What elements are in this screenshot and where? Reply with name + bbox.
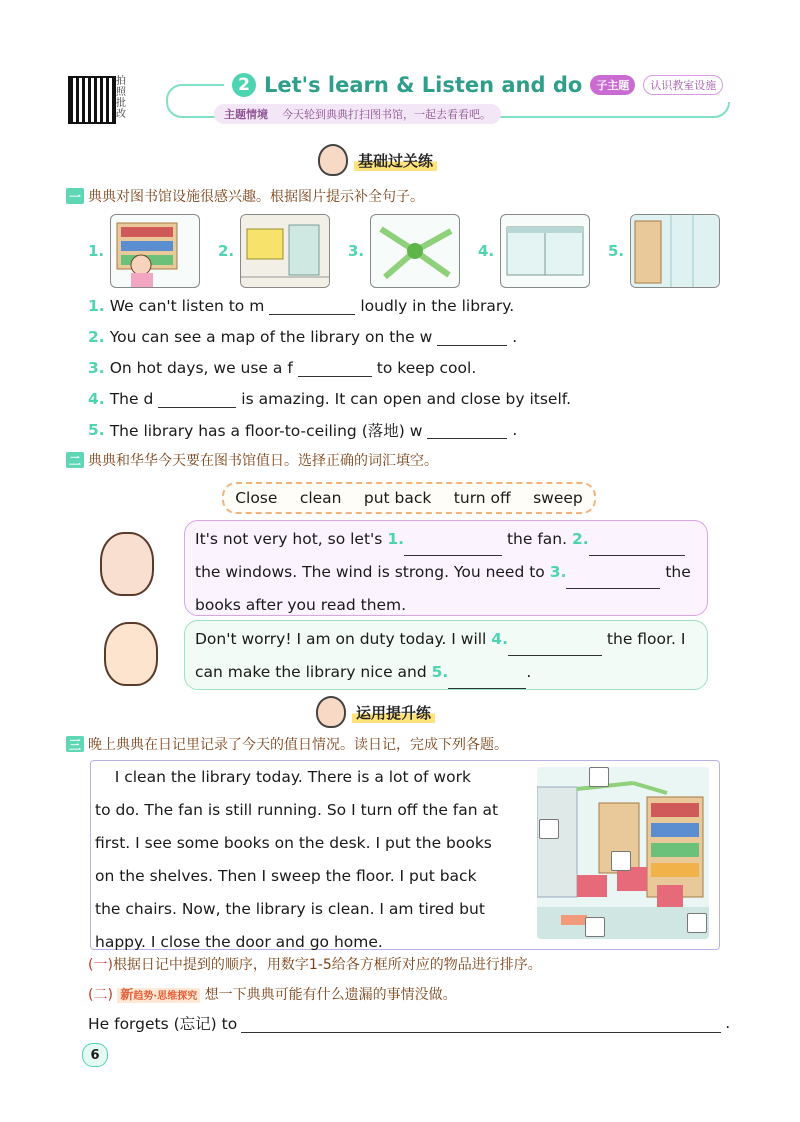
picture-item-1 (88, 214, 200, 288)
item-number: 2. (88, 327, 105, 346)
topic-tag: 子主题 (590, 75, 635, 95)
answer-blank[interactable] (589, 537, 685, 556)
q2-number: 二 (66, 452, 84, 468)
new-tag-char: 新 (120, 988, 134, 1003)
order-box[interactable] (585, 917, 605, 937)
qr-code[interactable] (68, 76, 116, 124)
mascot-icon (316, 696, 346, 728)
answer-blank[interactable] (158, 389, 236, 408)
q3-number: 三 (66, 736, 84, 752)
q2-heading (66, 450, 438, 470)
q1-sentences (88, 290, 748, 445)
scene-text: 今天轮到典典打扫图书馆，一起去看看吧。 (282, 108, 491, 121)
bubble-text: . (526, 663, 532, 681)
diary-box (90, 760, 720, 950)
picture-floor-window (630, 214, 720, 288)
diary-line: first. I see some books on the desk. I put the books (95, 834, 492, 852)
answer-blank[interactable] (508, 637, 602, 656)
lesson-title: Let's learn & Listen and do (264, 73, 583, 97)
picture-item-3 (348, 214, 460, 288)
picture-girl-bookshelf (110, 214, 200, 288)
diary-line: happy. I close the door and go home. (95, 933, 383, 951)
item-number: 1. (88, 296, 105, 315)
subquestion-text: 根据日记中提到的顺序，用数字1-5给各方框所对应的物品进行排序。 (112, 957, 542, 973)
answer-line (88, 1012, 730, 1034)
page-number: 6 (82, 1043, 108, 1067)
blank-number: 2. (571, 530, 589, 548)
q1-picture-row (88, 214, 728, 292)
answer-blank[interactable] (448, 670, 526, 689)
q1-item-1 (88, 290, 748, 321)
answer-prefix: He forgets (忘记) to (88, 1015, 238, 1033)
bubble-line (195, 589, 697, 622)
item-text: The library has a floor-to-ceiling (落地) w (109, 421, 423, 440)
word-option: turn off (453, 489, 511, 507)
order-box[interactable] (687, 913, 707, 933)
scene-label: 主题情境 (224, 108, 268, 121)
item-number: 3. (88, 358, 105, 377)
bubble-text: Don't worry! I am on duty today. I will (195, 630, 487, 648)
blank-number: 3. (549, 563, 567, 581)
bubble-text: can make the library nice and (195, 663, 427, 681)
answer-blank[interactable] (566, 570, 660, 589)
speech-bubble-boy (184, 620, 708, 690)
picture-sliding-door (500, 214, 590, 288)
answer-blank[interactable] (269, 296, 355, 315)
item-text: to keep cool. (376, 358, 477, 377)
answer-blank[interactable] (298, 358, 372, 377)
picture-wall-map (240, 214, 330, 288)
lesson-number: 2 (232, 73, 256, 97)
word-option: sweep (533, 489, 583, 507)
q1-number: 一 (66, 188, 84, 204)
bubble-line (195, 623, 697, 656)
boy-avatar (104, 622, 158, 686)
subquestion-text: 想一下典典可能有什么遗漏的事情没做。 (204, 987, 457, 1003)
blank-number: 4. (491, 630, 508, 648)
item-number: 5. (88, 420, 105, 439)
item-text: We can't listen to m (109, 296, 265, 315)
bubble-text: the fan. (506, 530, 568, 548)
q3-instruction: 晚上典典在日记里记录了今天的值日情况。读日记，完成下列各题。 (88, 737, 508, 753)
diary-line: to do. The fan is still running. So I turn off the fan at (95, 801, 499, 819)
bubble-text: the floor. I (606, 630, 686, 648)
word-option: put back (363, 489, 432, 507)
picture-item-5 (608, 214, 720, 288)
bubble-line (195, 556, 697, 589)
diary-line: on the shelves. Then I sweep the floor. I put back (95, 867, 477, 885)
bubble-text: It's not very hot, so let's (195, 530, 383, 548)
subquestion-2 (88, 984, 457, 1004)
scene-bar (214, 104, 501, 124)
item-text: On hot days, we use a f (109, 358, 293, 377)
subquestion-label: (二) (88, 987, 113, 1003)
library-illustration (537, 767, 709, 939)
answer-blank[interactable] (404, 537, 502, 556)
girl-avatar (100, 532, 154, 596)
answer-suffix: . (725, 1014, 731, 1032)
qr-label: 拍照批改 (116, 76, 126, 120)
picture-item-2 (218, 214, 330, 288)
diary-line: the chairs. Now, the library is clean. I am tired but (95, 900, 485, 918)
picture-ceiling-fan (370, 214, 460, 288)
order-box[interactable] (589, 767, 609, 787)
subquestion-1 (88, 954, 542, 974)
item-text: loudly in the library. (360, 296, 515, 315)
picture-item-4 (478, 214, 590, 288)
picture-label: 5. (608, 242, 625, 260)
speech-bubble-girl (184, 520, 708, 616)
lesson-title-block (224, 68, 731, 102)
q1-item-5 (88, 414, 748, 445)
trend-tag-text: 趋势·思维探究 (133, 991, 198, 1002)
picture-label: 4. (478, 242, 495, 260)
q1-item-4 (88, 383, 748, 414)
item-text: . (512, 327, 518, 346)
bubble-text: the windows. The wind is strong. You need to (195, 563, 545, 581)
q1-heading (66, 186, 424, 206)
q1-item-2 (88, 321, 748, 352)
answer-blank[interactable] (427, 420, 507, 439)
blank-number: 5. (431, 663, 449, 681)
blank-number: 1. (387, 530, 405, 548)
section-basic-heading (318, 144, 437, 176)
section-apply-title: 运用提升练 (352, 702, 435, 723)
bubble-line (195, 656, 697, 689)
diary-text (95, 761, 507, 959)
q1-item-3 (88, 352, 748, 383)
item-text: is amazing. It can open and close by itself. (241, 389, 572, 408)
bubble-line (195, 523, 697, 556)
answer-blank[interactable] (437, 327, 507, 346)
item-text: You can see a map of the library on the w (109, 327, 433, 346)
word-option: Close (235, 489, 278, 507)
new-trend-tag (117, 988, 200, 1003)
answer-blank[interactable] (241, 1014, 721, 1033)
q1-instruction: 典典对图书馆设施很感兴趣。根据图片提示补全句子。 (88, 189, 424, 205)
picture-label: 1. (88, 242, 105, 260)
bubble-text: books after you read them. (195, 596, 407, 614)
word-option: clean (299, 489, 342, 507)
q2-instruction: 典典和华华今天要在图书馆值日。选择正确的词汇填空。 (88, 453, 438, 469)
picture-label: 2. (218, 242, 235, 260)
item-text: . (512, 420, 518, 439)
section-apply-heading (316, 696, 435, 728)
picture-label: 3. (348, 242, 365, 260)
diary-line: I clean the library today. There is a lot of work (95, 768, 471, 786)
section-basic-title: 基础过关练 (354, 150, 437, 171)
mascot-icon (318, 144, 348, 176)
item-text: The d (109, 389, 154, 408)
topic-name: 认识教室设施 (643, 75, 723, 95)
word-bank (222, 482, 596, 514)
order-box[interactable] (611, 851, 631, 871)
item-number: 4. (88, 389, 105, 408)
q3-heading (66, 734, 508, 754)
subquestion-label: (一) (88, 957, 113, 973)
bubble-text: the (665, 563, 691, 581)
order-box[interactable] (539, 819, 559, 839)
